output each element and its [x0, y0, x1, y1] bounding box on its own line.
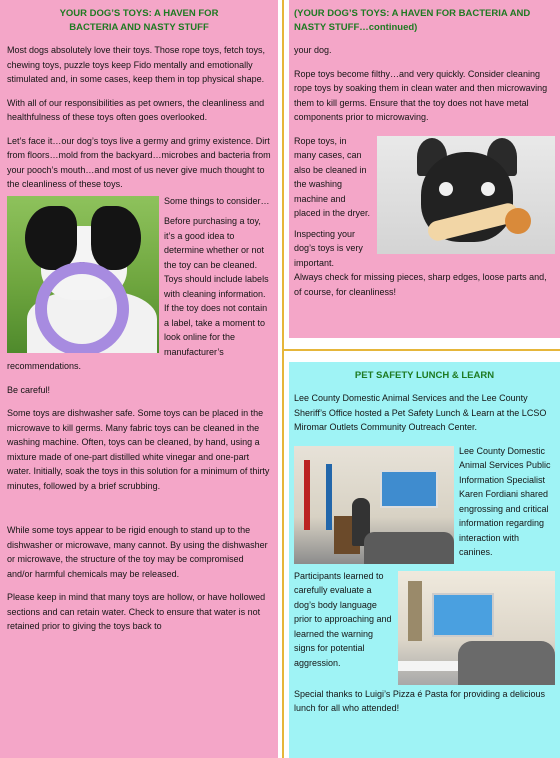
french-bulldog-with-toy-photo [377, 136, 555, 254]
paragraph-special-thanks: Special thanks to Luigi’s Pizza é Pasta for providing a delicious lunch for all who attended! [294, 688, 545, 713]
audience-event-photo [398, 571, 555, 685]
paragraph-speaker: Lee County Domestic Animal Services Public Information Specialist Karen Fordiani shared engrossing and critical information regarding interaction with canines. [459, 445, 551, 557]
paragraph-your-dog: your dog. [294, 45, 332, 55]
paragraph-responsibilities: With all of our responsibilities as pet owners, the cleanliness and healthfulness of these toys often goes overlooked. [7, 97, 265, 122]
presentation-event-photo [294, 446, 454, 564]
paragraph-event-hosted: Lee County Domestic Animal Services and the Lee County Sheriff’s Office hosted a Pet Safety Lunch & Learn at the LCSO Miromar Outlets Community Outreach Center. [294, 393, 547, 432]
article-left-panel [0, 0, 278, 758]
horizontal-divider [282, 349, 560, 351]
paragraph-rigid-toys: While some toys appear to be rigid enough to stand up to the dishwasher or microwave, many cannot. By using the dishwasher or microwave, the structure of the toy may be compromised and/or harmful chemicals may be released. [7, 525, 268, 579]
article-continued-panel [289, 0, 560, 338]
paragraph-germy-existence: Let’s face it…our dog’s toys live a germy and grimy existence. Dirt from floors…mold from the backyard…microbes and bacteria from your pooch’s mouth…and most of us never give much thought to the cleanliness of these toys. [7, 135, 271, 189]
paragraph-always-check: Always check for missing pieces, sharp edges, loose parts and, of course, for cleanliness! [294, 272, 547, 297]
paragraph-things-to-consider: Some things to consider… [164, 195, 270, 206]
paragraph-be-careful: Be careful! [7, 384, 51, 395]
paragraph-participants: Participants learned to carefully evaluate a dog’s body language prior to approaching and learned the warning signs for potential aggression. [294, 570, 392, 668]
paragraph-inspecting: Inspecting your dog’s toys is very important. [294, 228, 363, 268]
vertical-divider [282, 0, 284, 758]
lunch-learn-title: PET SAFETY LUNCH & LEARN [354, 370, 495, 381]
lunch-learn-panel [289, 362, 560, 758]
article-title-line1: YOUR DOG’S TOYS: A HAVEN FOR [59, 8, 219, 19]
dog-with-ring-toy-photo [7, 196, 159, 353]
paragraph-rope-toys-washing: Rope toys, in many cases, can also be cleaned in the washing machine and placed in the dryer. [294, 135, 371, 218]
paragraph-hollow-toys: Please keep in mind that many toys are hollow, or have hollowed sections and can retain water. Check to ensure that water is not retained prior to giving the toys back to [7, 592, 266, 631]
article-title [7, 7, 271, 35]
article-title-line2: BACTERIA AND NASTY STUFF [69, 22, 209, 33]
continued-title [294, 7, 555, 35]
continued-title-line1: (YOUR DOG’S TOYS: A HAVEN FOR BACTERIA AND [294, 8, 531, 19]
paragraph-rope-toys-filthy: Rope toys become filthy…and very quickly. Consider cleaning rope toys by soaking them in clean water and then microwaving them to kill germs. Ensure that the toy does not have metal components prior to microwaving. [294, 68, 548, 122]
paragraph-dishwasher-safe: Some toys are dishwasher safe. Some toys can be placed in the microwave to kill germs. Many fabric toys can be cleaned in the washing machine. Often, toys can be cleaned, by hand, using a mixture made of one-part distilled white vinegar and one-part water. Initially, soak the toys in this solution for a minimum of thirty minutes, followed by a brief scrubbing. [7, 408, 270, 491]
continued-title-line2: NASTY STUFF…continued) [294, 22, 418, 33]
paragraph-intro: Most dogs absolutely love their toys. Those rope toys, fetch toys, chewing toys, puzzle toys keep Fido mentally and emotionally stimulated and, in some cases, keep them in top physical shape. [7, 45, 265, 84]
paragraph-before-purchasing: Before purchasing a toy, it’s a good idea to determine whether or not the toy can be cleaned. Toys should include labels with cleaning information. If the toy does not contain a label, take a moment to look online for the manufacturer’s recommendations. [7, 216, 269, 371]
